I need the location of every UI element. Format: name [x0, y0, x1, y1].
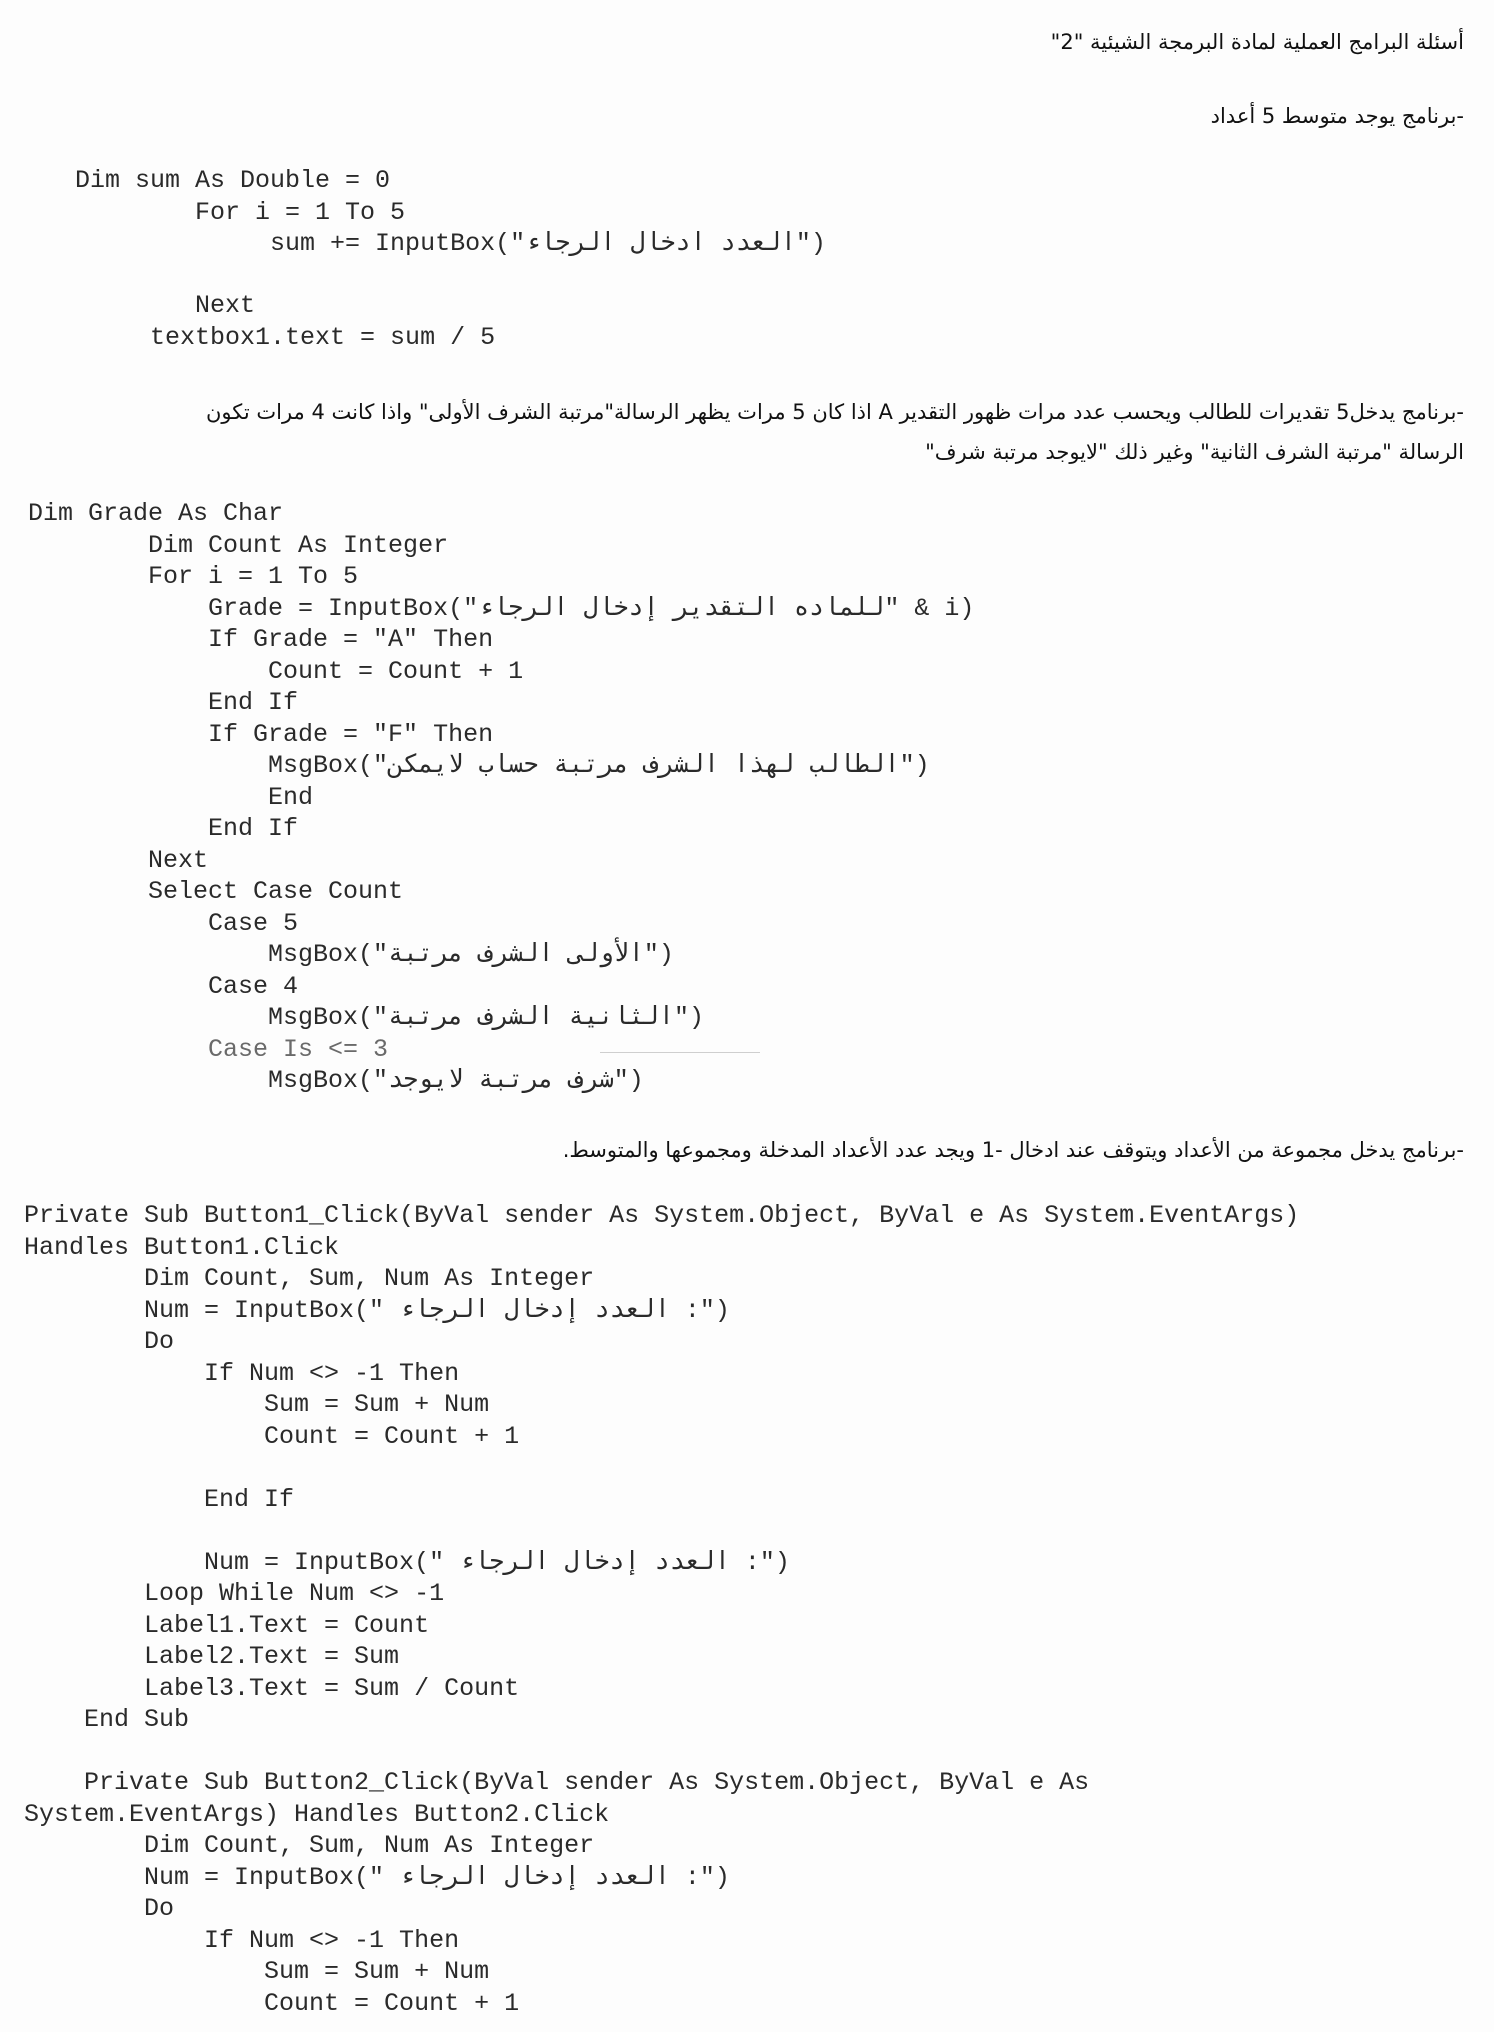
code-line: Label2.Text = Sum — [24, 1642, 400, 1671]
code-line: Do — [24, 1894, 175, 1923]
code-line: Num = InputBox(" العدد إدخال الرجاء :") — [24, 1296, 730, 1325]
code-line: Num = InputBox(" العدد إدخال الرجاء :") — [24, 1548, 790, 1577]
code-line: Case 5 — [28, 909, 299, 938]
question-2-text-line-1: -برنامج يدخل5 تقديرات للطالب ويحسب عدد مرات ظهور التقدير A اذا كان 5 مرات يظهر الرسالة"مرتبة الشرف الأولى" واذا كانت 4 مرات تكون — [205, 400, 1464, 424]
code-line: Dim Grade As Char — [28, 499, 284, 528]
code-line: End Sub — [24, 1705, 190, 1734]
code-line: Grade = InputBox("للماده التقدير إدخال الرجاء" & i) — [28, 594, 975, 623]
scan-artifact — [600, 1052, 760, 1053]
code-line: If Num <> -1 Then — [24, 1359, 460, 1388]
code-line: Next — [28, 846, 209, 875]
code-line: Loop While Num <> -1 — [24, 1579, 445, 1608]
code-line: Select Case Count — [28, 877, 404, 906]
code-line: Case Is <= 3 — [28, 1035, 389, 1064]
code-line: For i = 1 To 5 — [28, 562, 359, 591]
code-line: Case 4 — [28, 972, 299, 1001]
code-line: Label1.Text = Count — [24, 1611, 430, 1640]
code-line: End If — [28, 688, 299, 717]
code-line: Sum = Sum + Num — [24, 1390, 490, 1419]
question-2-text-line-2: الرسالة "مرتبة الشرف الثانية" وغير ذلك "لايوجد مرتبة شرف" — [925, 440, 1464, 464]
code-line: Sum = Sum + Num — [24, 1957, 490, 1986]
code-line: Count = Count + 1 — [28, 657, 524, 686]
document-title: أسئلة البرامج العملية لمادة البرمجة الشيئية "2" — [1050, 30, 1464, 54]
code-line: MsgBox("الثانية الشرف مرتبة") — [28, 1003, 704, 1032]
code-line: End — [28, 783, 314, 812]
code-line: If Grade = "F" Then — [28, 720, 494, 749]
code-line: Private Sub Button2_Click(ByVal sender As System.Object, ByVal e As — [24, 1768, 1090, 1797]
code-line: System.EventArgs) Handles Button2.Click — [24, 1800, 610, 1829]
code-line: textbox1.text = sum / 5 — [30, 323, 496, 352]
code-line: End If — [24, 1485, 295, 1514]
code-line: Dim Count As Integer — [28, 531, 449, 560]
code-line: Handles Button1.Click — [24, 1233, 340, 1262]
code-line: sum += InputBox("العدد ادخال الرجاء") — [30, 229, 826, 258]
code-line: Dim sum As Double = 0 — [30, 166, 391, 195]
code-line: MsgBox("الطالب لهذا الشرف مرتبة حساب لايمكن") — [28, 751, 930, 780]
question-1-text: -برنامج يوجد متوسط 5 أعداد — [1210, 104, 1464, 128]
code-line: For i = 1 To 5 — [30, 198, 406, 227]
code-line: Do — [24, 1327, 175, 1356]
code-line: MsgBox("شرف مرتبة لايوجد") — [28, 1066, 644, 1095]
code-line: Num = InputBox(" العدد إدخال الرجاء :") — [24, 1863, 730, 1892]
code-line: Label3.Text = Sum / Count — [24, 1674, 520, 1703]
code-line: MsgBox("الأولى الشرف مرتبة") — [28, 940, 674, 969]
code-line: Next — [30, 291, 256, 320]
code-line: Count = Count + 1 — [24, 1422, 520, 1451]
code-line: Dim Count, Sum, Num As Integer — [24, 1264, 595, 1293]
code-line: If Num <> -1 Then — [24, 1926, 460, 1955]
code-line: End If — [28, 814, 299, 843]
code-line: If Grade = "A" Then — [28, 625, 494, 654]
code-line: Private Sub Button1_Click(ByVal sender As System.Object, ByVal e As System.EventArgs) — [24, 1201, 1300, 1230]
question-3-text: -برنامج يدخل مجموعة من الأعداد ويتوقف عند ادخال -1 ويجد عدد الأعداد المدخلة ومجموعها والمتوسط. — [562, 1138, 1464, 1162]
code-line: Dim Count, Sum, Num As Integer — [24, 1831, 595, 1860]
code-line: Count = Count + 1 — [24, 1989, 520, 2018]
